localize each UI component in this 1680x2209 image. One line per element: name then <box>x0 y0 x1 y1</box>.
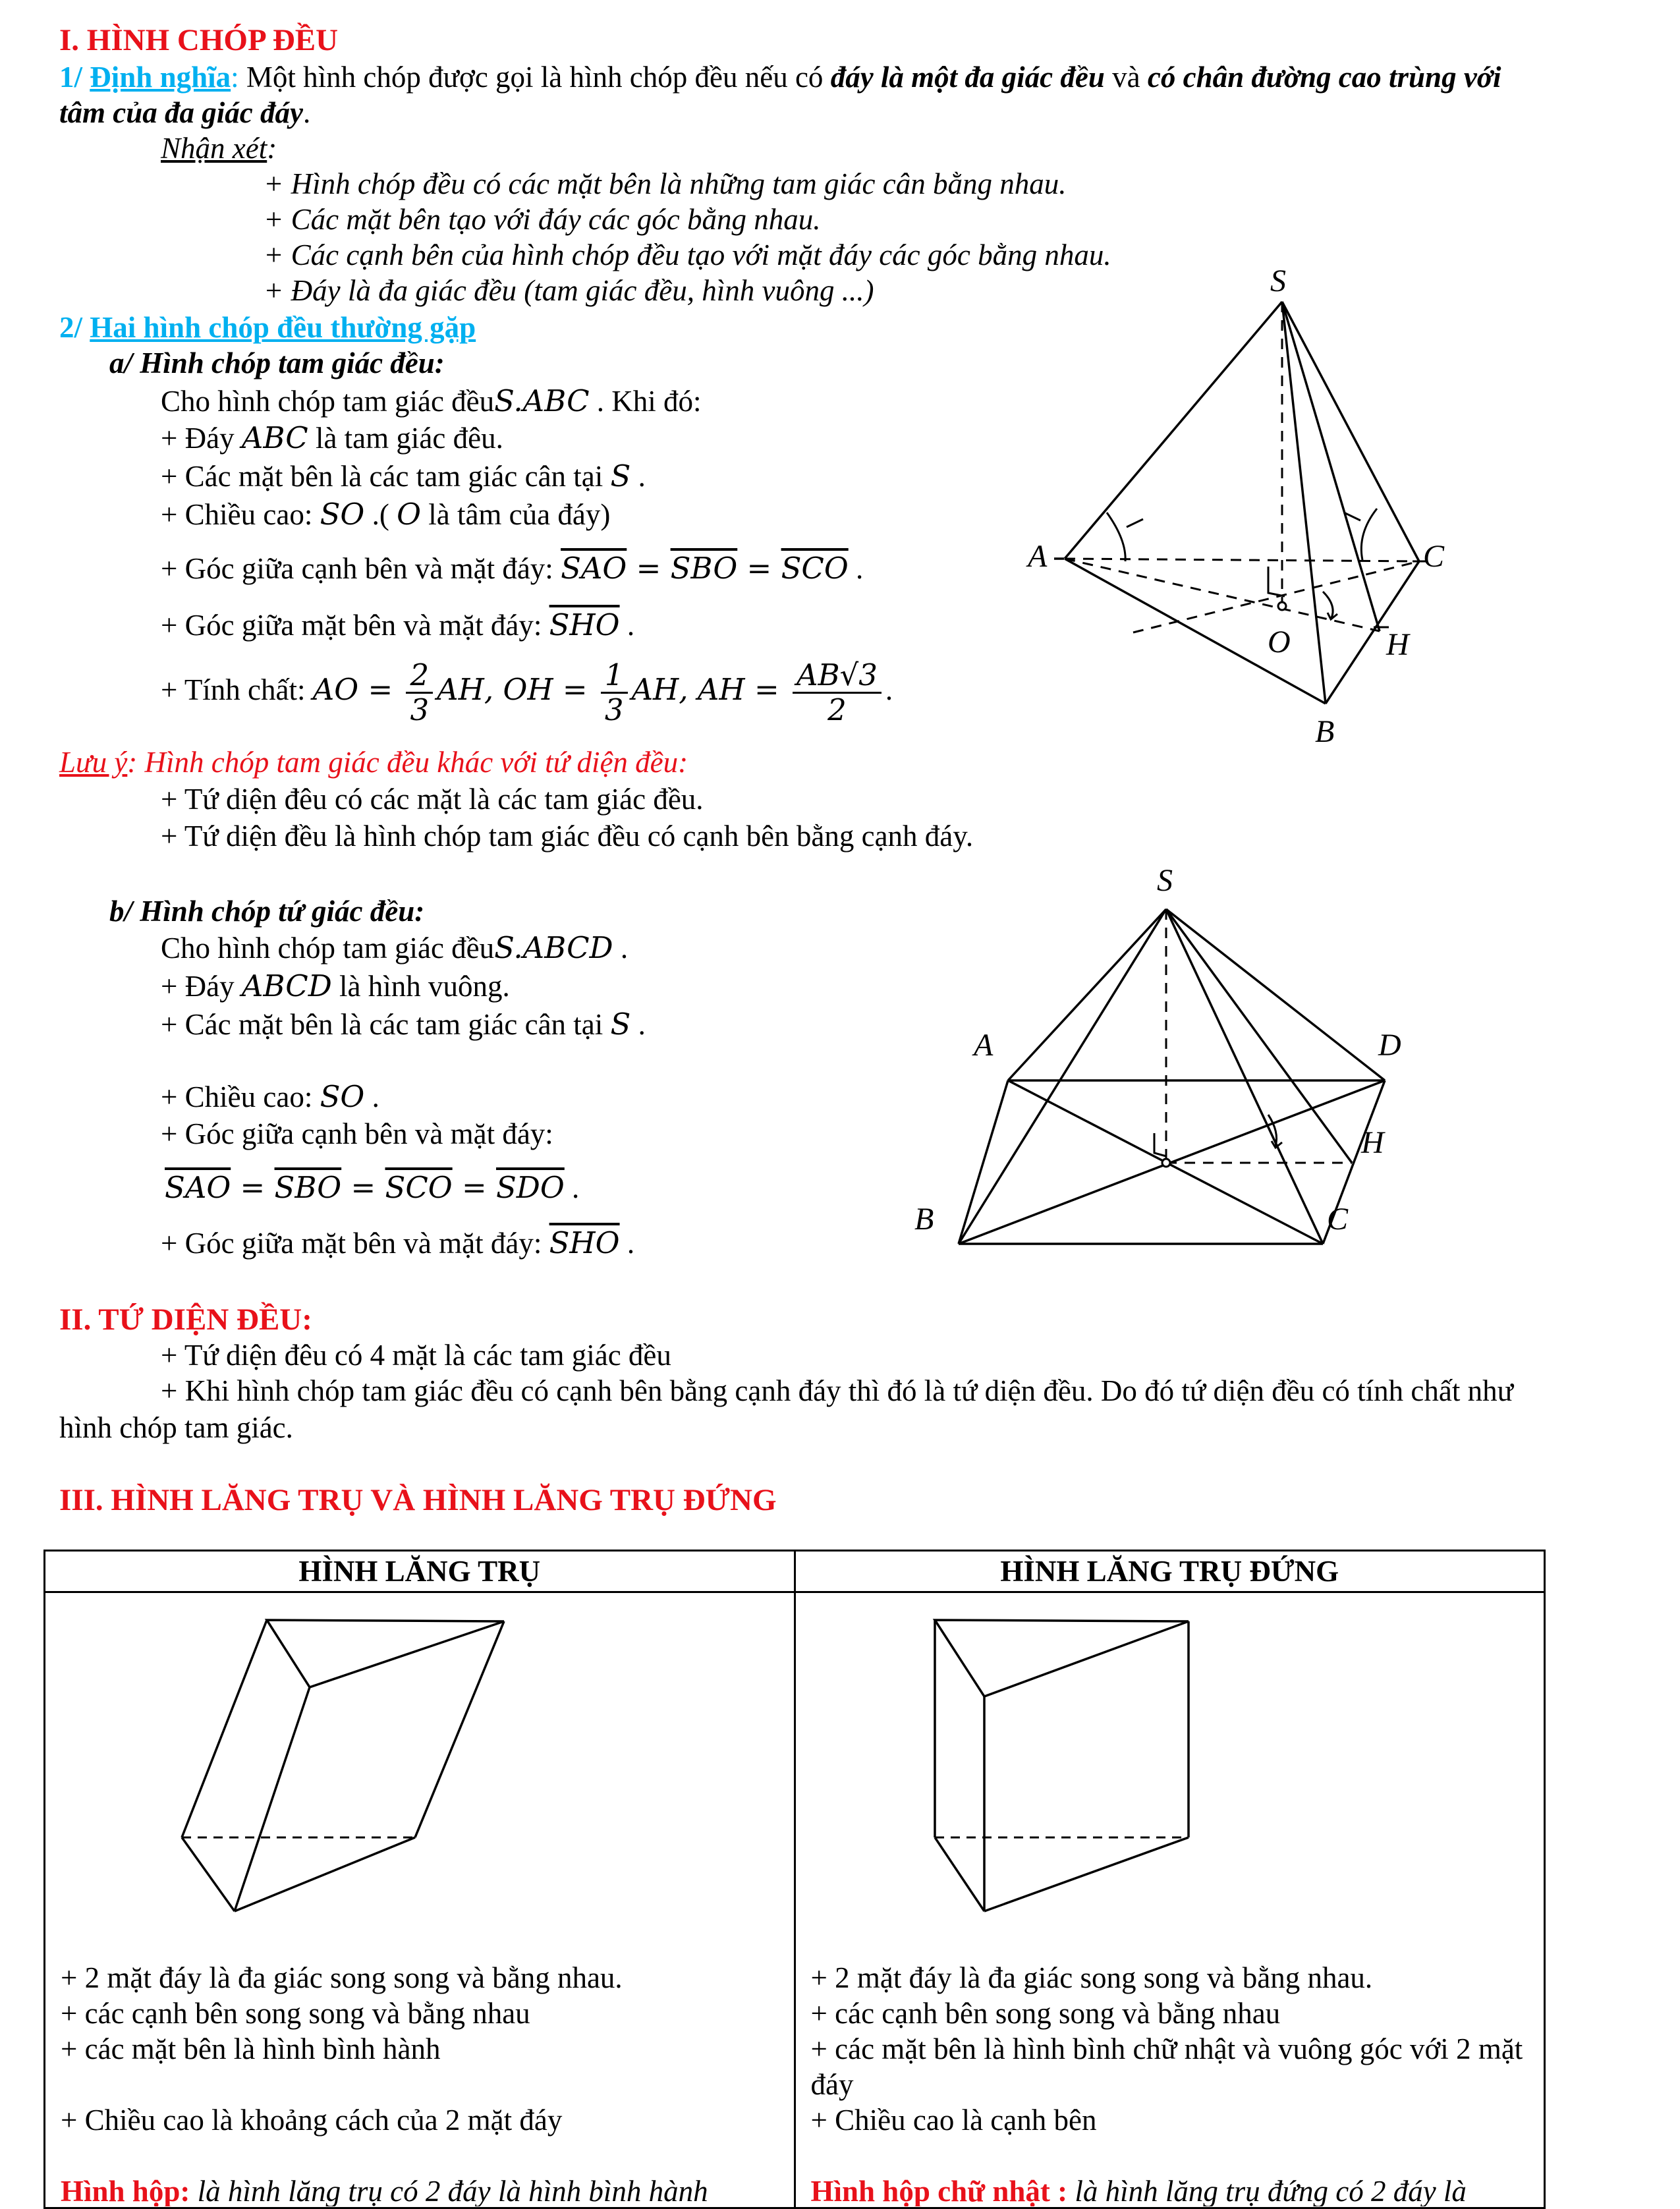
median-ah <box>1065 559 1380 631</box>
text: . <box>619 1227 635 1260</box>
remark-item: + Các mặt bên tạo với đáy các góc bằng nhau. <box>264 203 821 236</box>
figure-triangular-pyramid <box>1028 264 1489 764</box>
label-c: C <box>1327 1202 1349 1237</box>
edge-ac-hidden <box>1065 559 1419 561</box>
numerator: 2 <box>406 659 433 694</box>
numerator: 1 <box>601 659 628 694</box>
edge-sa <box>1008 909 1166 1080</box>
angle-arc-a <box>1107 513 1125 561</box>
top-face <box>935 1620 1189 1696</box>
edge-sc <box>1166 909 1323 1244</box>
edge-ab <box>959 1080 1008 1244</box>
definition-end: . <box>302 96 311 129</box>
text: . <box>613 932 629 965</box>
bottom-edge-1 <box>935 1837 984 1911</box>
definition-tail: là hình lăng trụ có 2 đáy là hình bình hành <box>190 2175 708 2206</box>
subsection-2-heading <box>59 310 476 345</box>
text: . <box>564 1171 580 1204</box>
edge-sb <box>959 909 1166 1244</box>
math: S.ABC <box>494 383 590 418</box>
math: SO <box>320 1079 365 1114</box>
prism-properties <box>61 1960 792 2206</box>
text: + Góc giữa mặt bên và mặt đáy: <box>161 609 549 642</box>
bottom-edge-1 <box>182 1837 235 1911</box>
section-1-title: I. HÌNH CHÓP ĐỀU <box>59 23 339 57</box>
denominator: 3 <box>604 692 624 727</box>
math: ABCD <box>241 968 332 1003</box>
math: = <box>231 1170 275 1205</box>
definition-line-2 <box>59 95 310 130</box>
remark-label: Nhận xét <box>161 132 267 165</box>
definition-label[interactable]: Định nghĩa <box>90 61 231 94</box>
text: + Góc giữa cạnh bên và mặt đáy: <box>161 552 561 585</box>
part-a-line-7 <box>161 659 893 727</box>
note-colon: : <box>127 746 138 779</box>
property-line: + 2 mặt đáy là đa giác song song và bằng nhau. <box>810 1961 1373 1994</box>
text: Cho hình chóp tam giác đều <box>161 932 495 965</box>
part-a-line-1 <box>161 383 702 419</box>
text: + Chiều cao: <box>161 498 320 531</box>
note-heading <box>59 744 688 780</box>
math: SO <box>320 497 365 532</box>
property-line: + các mặt bên là hình bình chữ nhật và vuông góc với 2 mặt đáy <box>810 2032 1523 2101</box>
term-parallelepiped: Hình hộp: <box>61 2175 190 2206</box>
math: ABC <box>241 420 308 455</box>
text: + Chiều cao: <box>161 1080 320 1113</box>
part-b-line-3 <box>161 1007 646 1042</box>
section-2-title: II. TỨ DIỆN ĐỀU: <box>59 1302 312 1337</box>
property-line: + Chiều cao là cạnh bên <box>810 2104 1097 2137</box>
angle: $\overline{SCO}$ <box>385 1170 453 1205</box>
label-a: A <box>1028 539 1048 574</box>
edge-sd <box>1166 909 1385 1080</box>
subsection-2-number: 2/ <box>59 311 83 344</box>
definition-tail: là hình lăng trụ đứng có 2 đáy là <box>1067 2175 1467 2206</box>
property-line: + các cạnh bên song song và bằng nhau <box>810 1997 1281 2030</box>
angle-tick-a <box>1127 519 1143 527</box>
term-rectangular-box: Hình hộp chữ nhật : <box>810 2175 1068 2206</box>
text: + Các mặt bên là các tam giác cân tại <box>161 460 611 493</box>
text: là tam giác đêu. <box>308 422 503 455</box>
definition-line <box>61 2173 792 2206</box>
cell-prism <box>45 1592 795 2208</box>
label-s: S <box>1157 863 1173 898</box>
angle: $\overline{SBO}$ <box>670 551 738 586</box>
label-h: H <box>1361 1125 1384 1160</box>
text: . <box>848 552 864 585</box>
denominator: 3 <box>410 692 430 727</box>
blank-line <box>61 2067 792 2102</box>
label-d: D <box>1378 1028 1401 1063</box>
section-2-line-1: + Tứ diện đêu có 4 mặt là các tam giác đều <box>161 1339 671 1372</box>
definition-bold-3: tâm của đa giác đáy <box>59 96 303 129</box>
note-label: Lưu ý <box>59 746 128 779</box>
text: . <box>885 673 893 706</box>
property-line: + 2 mặt đáy là đa giác song song và bằng nhau. <box>61 1961 623 1994</box>
math: AO = <box>312 671 403 707</box>
label-a: A <box>974 1028 994 1063</box>
note-text: Hình chóp tam giác đều khác với tứ diện đều: <box>137 746 688 779</box>
part-b-line-4 <box>161 1079 379 1115</box>
text: + Tính chất: <box>161 673 313 706</box>
fraction <box>793 659 882 727</box>
part-b-line-6 <box>165 1170 579 1206</box>
math: = <box>341 1170 385 1205</box>
section-2-line-2: + Khi hình chóp tam giác đều có cạnh bên bằng cạnh đáy thì đó là tứ diện đều. Do đó tứ diện đều có tính chất như <box>161 1374 1514 1407</box>
section-3-title: III. HÌNH LĂNG TRỤ VÀ HÌNH LĂNG TRỤ ĐỨNG <box>59 1483 777 1517</box>
text: . Khi đó: <box>589 385 702 418</box>
bottom-edge-2 <box>984 1837 1189 1911</box>
edge-sh <box>1282 302 1380 631</box>
part-b-title: b/ Hình chóp tứ giác đều: <box>109 895 425 928</box>
part-a-line-2 <box>161 420 503 456</box>
math: = <box>452 1170 496 1205</box>
text: + Các mặt bên là các tam giác cân tại <box>161 1008 611 1041</box>
edge-sa <box>1065 302 1282 559</box>
fraction <box>601 659 628 727</box>
label-h: H <box>1386 627 1409 662</box>
text: . <box>364 1080 379 1113</box>
text: + Góc giữa mặt bên và mặt đáy: <box>161 1227 549 1260</box>
label-s: S <box>1270 264 1286 298</box>
text: + Đáy <box>161 422 242 455</box>
property-line: + các mặt bên là hình bình hành <box>61 2032 441 2065</box>
definition-text-2: và <box>1104 61 1148 94</box>
label-c: C <box>1423 539 1445 574</box>
math: S <box>610 459 631 493</box>
lateral-edge-1 <box>182 1620 267 1837</box>
angle: $\overline{SHO}$ <box>549 607 620 642</box>
section-2-line-3: hình chóp tam giác. <box>59 1411 293 1444</box>
math: AH, OH = <box>437 671 597 707</box>
label-o: O <box>1268 625 1291 659</box>
figure-right-prism <box>928 1613 1205 1956</box>
text: . <box>619 609 635 642</box>
cell-right-prism <box>795 1592 1545 2208</box>
property-line: + Chiều cao là khoảng cách của 2 mặt đáy <box>61 2104 563 2137</box>
center-point-o <box>1278 602 1286 610</box>
remark-colon: : <box>267 132 277 165</box>
figure-square-pyramid <box>909 856 1436 1265</box>
definition-number: 1/ <box>59 61 83 94</box>
angle: $\overline{SCO}$ <box>781 551 849 586</box>
part-b-line-7 <box>161 1225 634 1261</box>
angle-arc-c <box>1361 509 1377 560</box>
right-prism-properties <box>811 1960 1542 2206</box>
math: = <box>737 551 781 586</box>
right-angle-mark <box>1154 1133 1166 1156</box>
label-b: B <box>1315 714 1335 749</box>
note-item: + Tứ diện đều là hình chóp tam giác đều có cạnh bên bằng cạnh đáy. <box>161 820 974 853</box>
angle: $\overline{SDO}$ <box>495 1170 565 1205</box>
edge-sh <box>1166 909 1352 1163</box>
part-a-line-3 <box>161 459 646 494</box>
lateral-edge-2 <box>235 1687 310 1911</box>
definition-bold-2: có chân đường cao trùng với <box>1147 61 1501 94</box>
part-a-line-6 <box>161 607 634 643</box>
text: .( <box>364 498 397 531</box>
part-a-line-4 <box>161 497 610 532</box>
numerator: AB√3 <box>793 659 882 694</box>
figure-oblique-prism <box>165 1613 507 1956</box>
part-a-title: a/ Hình chóp tam giác đều: <box>109 347 445 379</box>
math: S.ABCD <box>494 930 613 965</box>
text: . <box>630 1008 646 1041</box>
text: + Đáy <box>161 970 242 1003</box>
label-b: B <box>914 1202 934 1237</box>
math: = <box>627 551 671 586</box>
top-face <box>267 1620 504 1687</box>
part-b-line-5: + Góc giữa cạnh bên và mặt đáy: <box>161 1117 553 1150</box>
part-a-line-5 <box>161 551 863 586</box>
text: là tâm của đáy) <box>420 498 611 531</box>
column-header-right-prism: HÌNH LĂNG TRỤ ĐỨNG <box>795 1551 1545 1592</box>
angle: $\overline{SBO}$ <box>274 1170 342 1205</box>
angle: $\overline{SAO}$ <box>165 1170 231 1205</box>
bottom-edge-2 <box>235 1837 415 1911</box>
text: . <box>630 460 646 493</box>
remark-item: + Đáy là đa giác đều (tam giác đều, hình vuông ...) <box>264 274 874 307</box>
angle: $\overline{SHO}$ <box>549 1225 620 1260</box>
definition-text-1: Một hình chóp được gọi là hình chóp đều nếu có <box>238 61 831 94</box>
remark-item: + Hình chóp đều có các mặt bên là những tam giác cân bằng nhau. <box>264 167 1067 200</box>
math: AH, AH = <box>631 671 789 707</box>
center-point-o <box>1162 1159 1170 1167</box>
part-b-line-1 <box>161 930 628 966</box>
text: là hình vuông. <box>331 970 510 1003</box>
math: O <box>397 497 421 532</box>
angle: $\overline{SAO}$ <box>561 551 627 586</box>
definition-bold-1: đáy là một đa giác đều <box>830 61 1105 94</box>
edge-sc <box>1282 302 1419 561</box>
prism-comparison-table <box>43 1550 1546 2209</box>
fraction <box>406 659 433 727</box>
subsection-2-title[interactable]: Hai hình chóp đều thường gặp <box>90 311 476 344</box>
property-line: + các cạnh bên song song và bằng nhau <box>61 1997 530 2030</box>
text: Cho hình chóp tam giác đều <box>161 385 495 418</box>
math: S <box>610 1007 631 1042</box>
remark-item: + Các cạnh bên của hình chóp đều tạo với mặt đáy các góc bằng nhau. <box>264 238 1111 271</box>
lateral-edge-3 <box>415 1621 504 1837</box>
note-item: + Tứ diện đêu có các mặt là các tam giác đều. <box>161 783 704 816</box>
definition-line-1 <box>59 59 1501 95</box>
column-header-prism: HÌNH LĂNG TRỤ <box>45 1551 795 1592</box>
part-b-line-2 <box>161 968 510 1004</box>
remark-heading <box>161 130 277 166</box>
denominator: 2 <box>827 692 847 727</box>
definition-line <box>811 2173 1542 2206</box>
definition-colon: : <box>231 61 239 94</box>
